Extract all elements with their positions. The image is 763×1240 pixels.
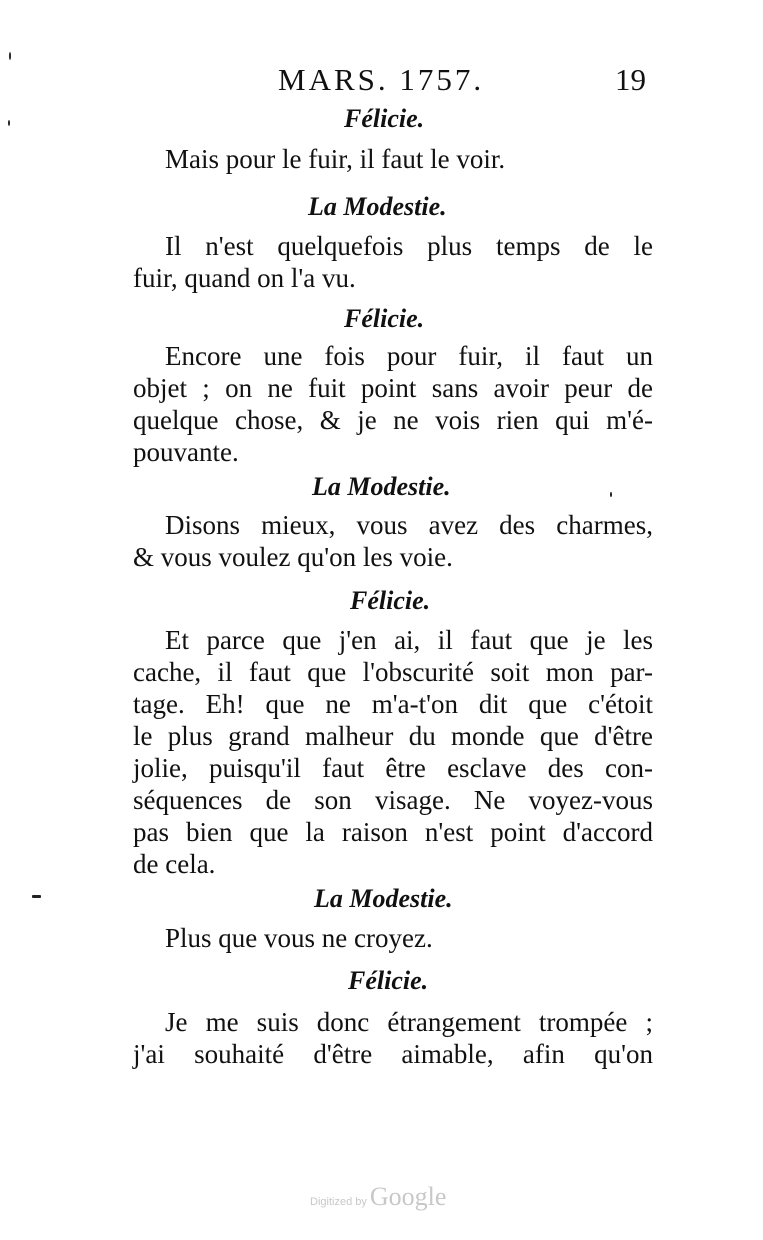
- speech-line: Disons mieux, vous avez des charmes,: [165, 510, 653, 540]
- speech-paragraph: [133, 340, 653, 468]
- speech-paragraph: [133, 624, 653, 880]
- speech-line: jolie, puisqu'il faut être esclave des con-: [133, 753, 653, 783]
- speech-paragraph: [133, 922, 653, 954]
- scan-speck: [32, 895, 41, 898]
- speaker-name: Félicie.: [350, 586, 431, 615]
- running-title: MARS. 1757.: [278, 62, 485, 97]
- scan-speck: [8, 120, 10, 126]
- speech-line: le plus grand malheur du monde que d'être: [133, 721, 653, 751]
- speech-line: j'ai souhaité d'être aimable, afin qu'on: [133, 1039, 653, 1069]
- speech-line: Plus que vous ne croyez.: [165, 923, 433, 953]
- speech-line: & vous voulez qu'on les voie.: [133, 542, 453, 572]
- speech-line: Mais pour le fuir, il faut le voir.: [165, 144, 506, 174]
- speech-paragraph: [133, 509, 653, 573]
- speech-line: fuir, quand on l'a vu.: [133, 263, 356, 293]
- speech-line: tage. Eh! que ne m'a-t'on dit que c'étoit: [133, 689, 653, 719]
- speech-line: objet ; on ne fuit point sans avoir peur de: [133, 373, 653, 403]
- page-header: [270, 62, 670, 102]
- speaker-name: Félicie.: [348, 966, 429, 995]
- speaker-name: La Modestie.: [308, 192, 447, 221]
- speech-line: séquences de son visage. Ne voyez-vous: [133, 785, 653, 815]
- speech-paragraph: [133, 230, 653, 294]
- scan-speck: [610, 492, 612, 497]
- speech-line: Encore une fois pour fuir, il faut un: [165, 341, 653, 371]
- speech-line: de cela.: [133, 849, 216, 879]
- speaker-name: Félicie.: [344, 104, 425, 133]
- speaker-name: La Modestie.: [312, 472, 451, 501]
- speech-line: Il n'est quelquefois plus temps de le: [165, 231, 653, 261]
- speaker-name: La Modestie.: [314, 884, 453, 913]
- speech-line: pas bien que la raison n'est point d'accord: [133, 817, 653, 847]
- digitization-watermark: [310, 1182, 446, 1212]
- speech-paragraph: [133, 143, 653, 175]
- digitized-by-text: Digitized by: [310, 1196, 367, 1208]
- speech-line: quelque chose, & je ne vois rien qui m'é-: [133, 405, 653, 435]
- speech-line: Et parce que j'en ai, il faut que je les: [165, 625, 653, 655]
- scan-speck: [9, 52, 11, 60]
- speech-line: cache, il faut que l'obscurité soit mon par-: [133, 657, 653, 687]
- speech-line: Je me suis donc étrangement trompée ;: [165, 1007, 653, 1037]
- google-logo: Google: [369, 1182, 447, 1211]
- speech-line: pouvante.: [133, 437, 239, 467]
- speaker-name: Félicie.: [344, 304, 425, 333]
- page-number: 19: [615, 62, 646, 97]
- speech-paragraph: [133, 1006, 653, 1070]
